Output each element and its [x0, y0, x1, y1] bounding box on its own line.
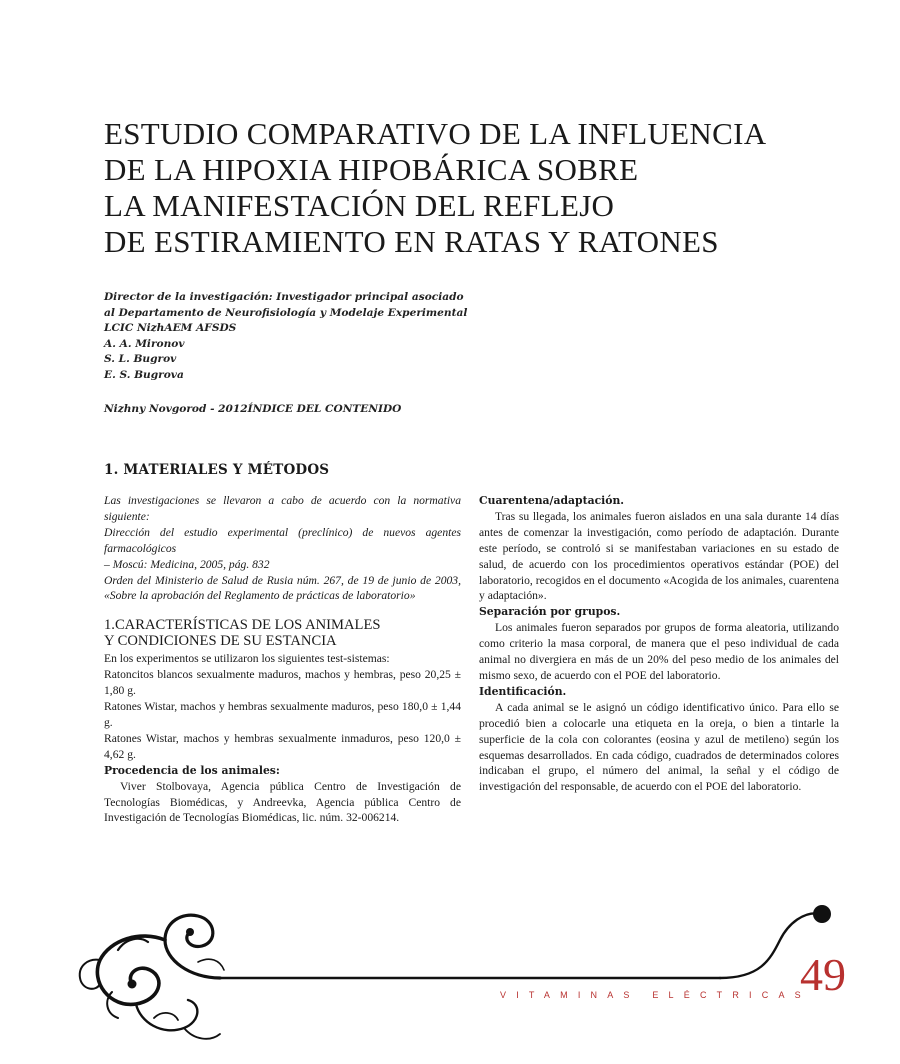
test-system-item: Ratones Wistar, machos y hembras sexualmente maduros, peso 180,0 ± 1,44 g. — [104, 700, 461, 729]
title-line: DE ESTIRAMIENTO EN RATAS Y RATONES — [104, 224, 719, 259]
author-name: E. S. Bugrova — [104, 368, 184, 381]
normative-reference-source: – Moscú: Medicina, 2005, pág. 832 — [104, 557, 270, 571]
authors-block — [104, 290, 604, 384]
test-system-item: Ratones Wistar, machos y hembras sexualmente inmaduros, peso 120,0 ± 4,62 g. — [104, 731, 461, 761]
article-title — [104, 116, 824, 260]
right-column — [479, 493, 839, 795]
systems-intro: En los experimentos se utilizaron los siguientes test-sistemas: — [104, 652, 390, 666]
identification-text: A cada animal se le asignó un código identificativo único. Para ello se procedió bien a colocarle una etiqueta en la oreja, o bien a tintarle la superficie de la cola con colorantes (eosina y azul de metileno) según los esquemas desarrollados. En cada código, cuadrados de determinados colores indicaban el grupo, el número del animal, la señal y el código de investigación del responsable, de acuerdo con el POE del laboratorio. — [479, 700, 839, 794]
title-line: ESTUDIO COMPARATIVO DE LA INFLUENCIA — [104, 116, 767, 151]
title-line: LA MANIFESTACIÓN DEL REFLEJO — [104, 188, 615, 223]
normative-reference: Orden del Ministerio de Salud de Rusia núm. 267, de 19 de junio de 2003, «Sobre la aprobación del Reglamento de prácticas de laboratorio» — [104, 573, 461, 603]
page-number: 49 — [800, 949, 846, 1000]
institution-line: LCIC NizhAEM AFSDS — [104, 322, 237, 335]
flourish-ornament — [70, 900, 860, 1050]
identification-heading: Identificación. — [479, 684, 567, 698]
test-system-item: Ratoncitos blancos sexualmente maduros, machos y hembras, peso 20,25 ± 1,80 g. — [104, 668, 461, 698]
normative-reference: Dirección del estudio experimental (preclínico) de nuevos agentes farmacológicos — [104, 525, 461, 555]
title-line: DE LA HIPOXIA HIPOBÁRICA SOBRE — [104, 152, 639, 187]
quarantine-text: Tras su llegada, los animales fueron aislados en una sala durante 14 días antes de comenzar la investigación, como período de adaptación. Durante este período, se controló si se manifestaban variaciones en su estado de salud, de acuerdo con los procedimientos operativos estándar (POE) del laboratorio, recogidos en el documento «Acogida de los animales, cuarentena y adaptación». — [479, 509, 839, 603]
grouping-heading: Separación por grupos. — [479, 605, 621, 619]
origin-heading: Procedencia de los animales: — [104, 763, 280, 777]
place-date-line: Nizhny Novgorod - 2012ÍNDICE DEL CONTENIDO — [104, 403, 402, 415]
department-line: al Departamento de Neurofisiología y Modelaje Experimental — [104, 306, 468, 319]
subsection-heading — [104, 618, 461, 649]
subsection-heading-line: Y CONDICIONES DE SU ESTANCIA — [104, 632, 337, 649]
author-name: S. L. Bugrov — [104, 353, 177, 366]
publication-name: VITAMINAS ELÉCTRICAS — [500, 990, 811, 1000]
left-column — [104, 493, 461, 826]
grouping-text: Los animales fueron separados por grupos de forma aleatoria, utilizando como criterio la masa corporal, de manera que el peso individual de cada animal no divergiera en más de un 20% del peso medio de los animales del mismo sexo, de acuerdo con el POE del laboratorio. — [479, 621, 839, 682]
section-heading: 1. MATERIALES Y MÉTODOS — [104, 462, 330, 478]
subsection-heading-line: 1.CARACTERÍSTICAS DE LOS ANIMALES — [104, 617, 381, 634]
author-name: A. A. Mironov — [104, 337, 185, 350]
normative-intro: Las investigaciones se llevaron a cabo de acuerdo con la normativa siguiente: — [104, 494, 461, 523]
quarantine-heading: Cuarentena/adaptación. — [479, 494, 625, 507]
origin-text: Viver Stolbovaya, Agencia pública Centro de Investigación de Tecnologías Biomédicas, y Andreevka, Agencia pública Centro de Investigación de Tecnologías Biomédicas, lic. núm. 32-006214. — [104, 779, 461, 825]
director-line: Director de la investigación: Investigador principal asociado — [104, 291, 464, 303]
